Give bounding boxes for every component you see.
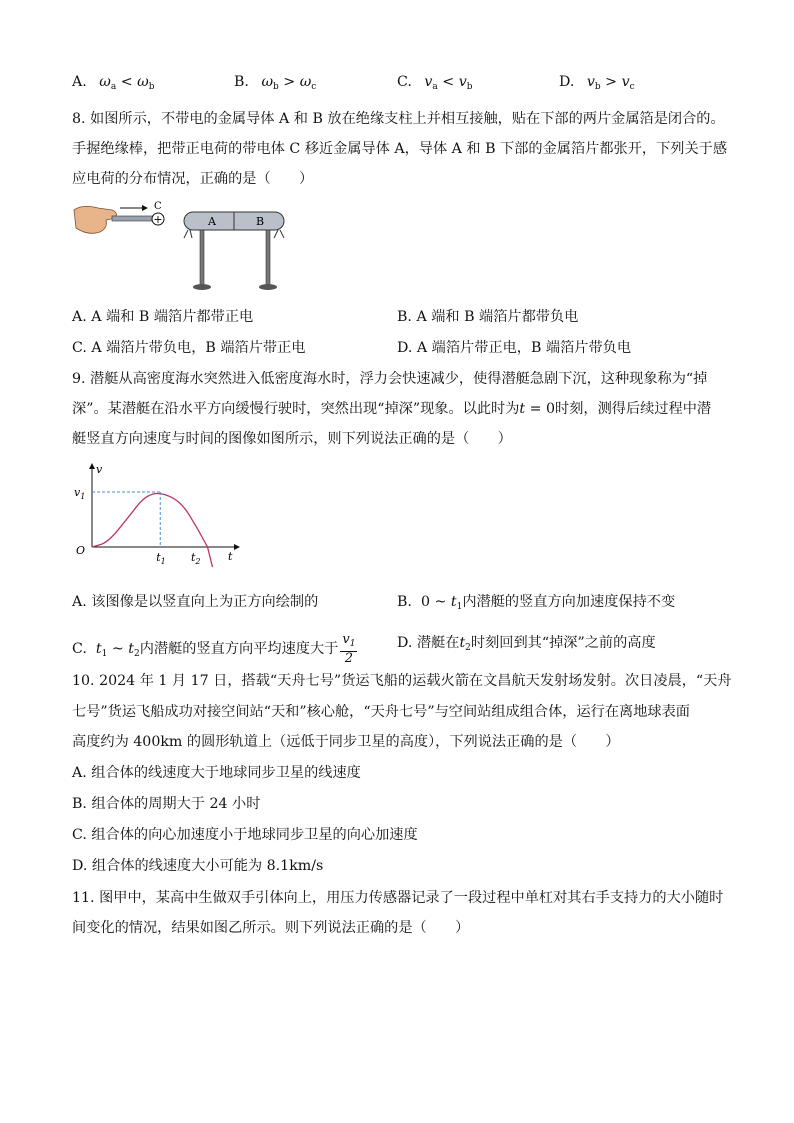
q9-option-d[interactable]: D. 潜艇在$t_2$时刻回到其“掉深”之前的高度 bbox=[397, 635, 656, 653]
q7-option-d[interactable]: D. $v_b > v_c$ bbox=[559, 74, 635, 92]
q8-stem-line1: 8. 如图所示，不带电的金属导体 A 和 B 放在绝缘支柱上并相互接触，贴在下部的两片金属箔是闭合的。 bbox=[72, 111, 725, 127]
q10-stem-line3: 高度约为 400km 的圆形轨道上（远低于同步卫星的高度），下列说法正确的是（ ） bbox=[72, 734, 620, 750]
fraction-v1-over-2: $\frac{v_1}{2}$ bbox=[342, 632, 356, 666]
q9-option-b-letter: B. bbox=[397, 594, 412, 610]
x-axis-arrow bbox=[234, 544, 240, 550]
q9-stem-line1: 9. 潜艇从高密度海水突然进入低密度海水时，浮力会快速减少，使得潜艇急剧下沉，这种现象称为“掉 bbox=[72, 371, 708, 387]
q8-stem-line2: 手握绝缘棒，把带正电荷的带电体 C 移近金属导体 A，导体 A 和 B 下部的金属箔片都张开，下列关于感 bbox=[72, 141, 728, 157]
q9-option-a[interactable]: A. 该图像是以竖直向上为正方向绘制的 bbox=[72, 594, 319, 610]
q9-option-b[interactable]: B. 0 ~ $t_1$内潜艇的竖直方向加速度保持不变 bbox=[397, 594, 676, 612]
q8-stem-line3: 应电荷的分布情况，正确的是（ ） bbox=[72, 171, 314, 187]
q7-option-c[interactable]: C. $v_a < v_b$ bbox=[397, 74, 473, 92]
q7-option-a[interactable]: A. $\omega_a < \omega_b$ bbox=[72, 74, 155, 92]
q10-stem-line2: 七号”货运飞船成功对接空间站“天和”核心舱，“天舟七号”与空间站组成组合体，运行在离地球表面 bbox=[72, 704, 690, 720]
q11-stem-line2: 间变化的情况，结果如图乙所示。则下列说法正确的是（ ） bbox=[72, 920, 470, 936]
label-b: B bbox=[255, 215, 265, 228]
label-c: C bbox=[154, 201, 162, 212]
tick-v1: $v_1$ bbox=[74, 486, 86, 501]
vt-curve bbox=[92, 494, 208, 547]
tick-t2: $t_2$ bbox=[191, 551, 201, 566]
q9-stem-line2 bbox=[72, 399, 711, 419]
q10-option-b[interactable]: B. 组合体的周期大于 24 小时 bbox=[72, 796, 261, 812]
q8-option-c[interactable]: C. A 端箔片带负电，B 端箔片带正电 bbox=[72, 340, 306, 356]
y-axis-arrow bbox=[89, 463, 95, 469]
tick-t1: $t_1$ bbox=[156, 551, 166, 566]
plus-label: + bbox=[153, 213, 163, 226]
hand-icon bbox=[74, 206, 117, 233]
q8-option-a[interactable]: A. A 端和 B 端箔片都带正电 bbox=[72, 309, 254, 325]
q11-stem-line1: 11. 图甲中，某高中生做双手引体向上，用压力传感器记录了一段过程中单杠对其右手支持力的大小随时 bbox=[72, 890, 724, 906]
q9-option-c-letter: C. bbox=[72, 641, 87, 657]
x-axis-label: t bbox=[228, 550, 233, 563]
q9-line2-eq: = 0 bbox=[525, 401, 556, 417]
q10-stem-line1: 10. 2024 年 1 月 17 日，搭载“天舟七号”货运飞船的运载火箭在文昌航天发射场发射。次日凌晨，“天舟 bbox=[72, 673, 732, 689]
q9-vt-graph bbox=[72, 463, 242, 578]
q9-option-d-post: 时刻回到其“掉深”之前的高度 bbox=[470, 635, 656, 651]
q9-option-d-pre: D. 潜艇在 bbox=[397, 635, 460, 651]
q10-option-d[interactable]: D. 组合体的线速度大小可能为 8.1km/s bbox=[72, 858, 324, 874]
origin-label: O bbox=[76, 544, 86, 557]
q9-option-b-text: 内潜艇的竖直方向加速度保持不变 bbox=[462, 594, 676, 610]
q10-option-c[interactable]: C. 组合体的向心加速度小于地球同步卫星的向心加速度 bbox=[72, 827, 418, 843]
q10-option-a[interactable]: A. 组合体的线速度大于地球同步卫星的线速度 bbox=[72, 765, 361, 781]
var-t: t bbox=[519, 401, 526, 417]
label-a: A bbox=[208, 215, 216, 228]
q9-stem-line3: 艇竖直方向速度与时间的图像如图所示，则下列说法正确的是（ ） bbox=[72, 431, 512, 447]
y-axis-label: v bbox=[96, 463, 103, 476]
q9-line2-part1: 深”。某潜艇在沿水平方向缓慢行驶时，突然出现“掉深”现象。以此时为 bbox=[72, 401, 520, 417]
q9-line2-part2: 时刻，测得后续过程中潜 bbox=[555, 401, 712, 417]
q8-option-d[interactable]: D. A 端箔片带正电，B 端箔片带负电 bbox=[397, 340, 632, 356]
q8-option-b[interactable]: B. A 端和 B 端箔片都带负电 bbox=[397, 309, 579, 325]
q8-figure-conductor bbox=[72, 198, 302, 298]
q9-option-c[interactable]: C. $t_1$ ~ $t_2$内潜艇的竖直方向平均速度大于 $\frac{v_1}{2}$ bbox=[72, 632, 356, 666]
q9-option-c-text: 内潜艇的竖直方向平均速度大于 bbox=[139, 641, 339, 657]
vt-curve-tail bbox=[208, 547, 213, 567]
q7-option-b[interactable]: B. $\omega_b > \omega_c$ bbox=[234, 74, 317, 92]
